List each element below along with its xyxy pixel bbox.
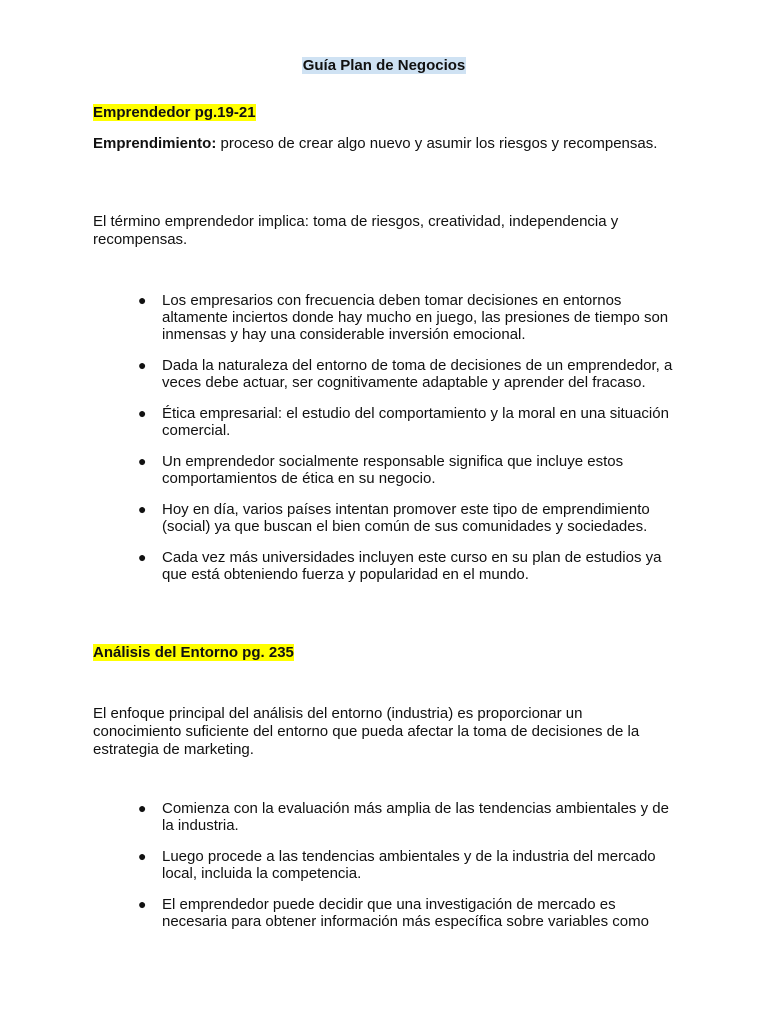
bullet-icon: ●	[138, 501, 147, 517]
bullet-icon: ●	[138, 896, 147, 912]
bullet-icon: ●	[138, 357, 147, 373]
bullet-icon: ●	[138, 848, 147, 864]
section-heading-analisis-text: Análisis del Entorno pg. 235	[93, 644, 294, 661]
list-item	[0, 800, 768, 834]
definition-text: proceso de crear algo nuevo y asumir los riesgos y recompensas.	[216, 135, 658, 152]
list-item	[0, 848, 768, 882]
document-title-container	[0, 57, 768, 74]
list-item-text: Hoy en día, varios países intentan promover este tipo de emprendimiento (social) ya que buscan el bien común de sus comunidades y sociedades.	[162, 501, 650, 535]
section-heading-emprendedor-text: Emprendedor pg.19-21	[93, 104, 256, 121]
list-item-text: Dada la naturaleza del entorno de toma de decisiones de un emprendedor, a veces debe actuar, ser cognitivamente adaptable y aprender del fracaso.	[162, 357, 673, 391]
list-item	[0, 405, 768, 439]
bullet-icon: ●	[138, 453, 147, 469]
list-item-text: Un emprendedor socialmente responsable significa que incluye estos comportamientos de ética en su negocio.	[162, 453, 624, 487]
list-item-text: Ética empresarial: el estudio del comportamiento y la moral en una situación comercial.	[162, 405, 669, 439]
list-item	[0, 453, 768, 487]
definition-paragraph	[93, 135, 673, 153]
list-item	[0, 896, 768, 930]
bullet-icon: ●	[138, 549, 147, 565]
bullet-icon: ●	[138, 405, 147, 421]
bullet-icon: ●	[138, 292, 147, 308]
analisis-paragraph: El enfoque principal del análisis del entorno (industria) es proporcionar un conocimiento suficiente del entorno que pueda afectar la toma de decisiones de la estrategia de marketing.	[93, 705, 640, 758]
bullet-list-analisis	[0, 800, 768, 930]
document-title: Guía Plan de Negocios	[302, 57, 466, 74]
list-item-text: Cada vez más universidades incluyen este curso en su plan de estudios ya que está obteniendo fuerza y popularidad en el mundo.	[162, 549, 662, 583]
list-item	[0, 549, 768, 583]
bullet-list-emprendedor	[0, 292, 768, 583]
section-heading-analisis	[93, 644, 294, 661]
list-item	[0, 357, 768, 391]
list-item	[0, 292, 768, 343]
intro-paragraph: El término emprendedor implica: toma de riesgos, creatividad, independencia y recompensas.	[93, 213, 619, 248]
list-item-text: Los empresarios con frecuencia deben tomar decisiones en entornos altamente inciertos donde hay mucho en juego, las presiones de tiempo son inmensas y hay una considerable inversión emocional.	[162, 292, 669, 343]
definition-term: Emprendimiento:	[93, 135, 217, 152]
list-item-text: Comienza con la evaluación más amplia de las tendencias ambientales y de la industria.	[162, 800, 669, 834]
list-item-text: Luego procede a las tendencias ambientales y de la industria del mercado local, incluida la competencia.	[162, 848, 656, 882]
list-item-text: El emprendedor puede decidir que una investigación de mercado es necesaria para obtener información más específica sobre variables como	[162, 896, 649, 930]
bullet-icon: ●	[138, 800, 147, 816]
section-heading-emprendedor	[93, 104, 256, 121]
list-item	[0, 501, 768, 535]
